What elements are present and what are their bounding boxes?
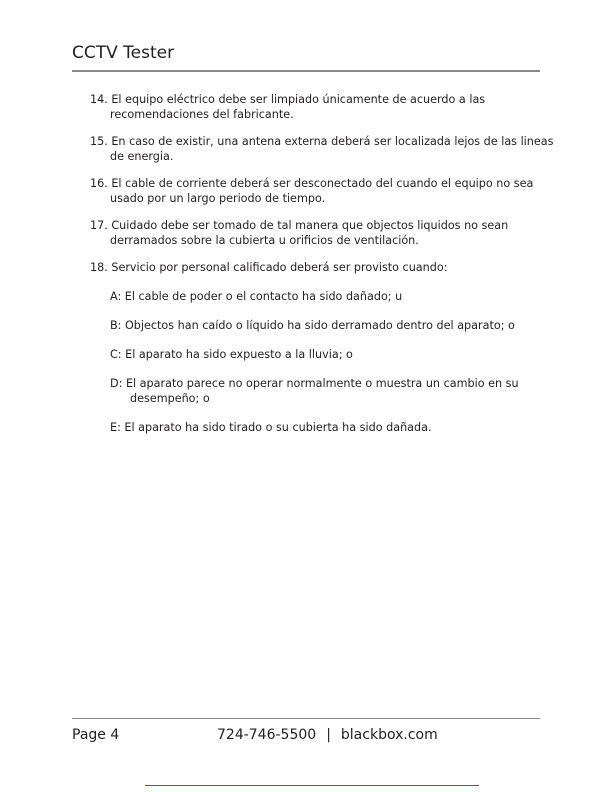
- sub-item-d: [110, 376, 540, 406]
- list-item-text: 15. En caso de existir, una antena externa deberá ser localizada lejos de las lineas: [90, 135, 554, 148]
- website-link[interactable]: blackbox.com: [340, 727, 438, 743]
- footer-contact: [217, 725, 438, 745]
- phone-number: 724-746-5500: [217, 727, 317, 743]
- footer-separator: |: [326, 727, 331, 743]
- sub-item-a: [110, 289, 540, 304]
- list-item-18: [90, 260, 540, 275]
- list-item-text: 16. El cable de corriente deberá ser desconectado del cuando el equipo no sea: [90, 177, 534, 190]
- list-item-text: 18. Servicio por personal calificado deberá ser provisto cuando:: [90, 261, 448, 274]
- sub-item-b: [110, 318, 540, 333]
- list-item-text-continued: de energia.: [110, 150, 174, 163]
- footer-divider: [72, 718, 540, 719]
- list-item-text: 14. El equipo eléctrico debe ser limpiado únicamente de acuerdo a las: [90, 93, 486, 106]
- sub-item-text: B: Objectos han caído o líquido ha sido derramado dentro del aparato; o: [110, 319, 515, 332]
- sub-item-e: [110, 420, 540, 435]
- list-item-15: [90, 134, 554, 164]
- document-body: [90, 92, 554, 449]
- sub-item-text: D: El aparato parece no operar normalmente o muestra un cambio en su: [110, 377, 519, 390]
- page-title: CCTV Tester: [72, 43, 175, 63]
- list-item-text-continued: derramados sobre la cubierta u orificios de ventilación.: [110, 234, 419, 247]
- list-item-text-continued: usado por un largo periodo de tiempo.: [110, 192, 326, 205]
- list-item-text-continued: recomendaciones del fabricante.: [110, 108, 294, 121]
- list-item-text: 17. Cuidado debe ser tomado de tal manera que objectos liquidos no sean: [90, 219, 509, 232]
- sub-item-text: E: El aparato ha sido tirado o su cubierta ha sido dañada.: [110, 421, 432, 434]
- hyperlink-underline[interactable]: [145, 785, 479, 786]
- sub-item-text: C: El aparato ha sido expuesto a la lluvia; o: [110, 348, 353, 361]
- sub-item-c: [110, 347, 540, 362]
- page-number: Page 4: [72, 727, 120, 743]
- list-item-17: [90, 218, 540, 248]
- header-divider: [72, 70, 540, 72]
- sub-item-text-continued: desempeño; o: [130, 392, 210, 405]
- list-item-16: [90, 176, 540, 206]
- list-item-14: [90, 92, 540, 122]
- sub-item-text: A: El cable de poder o el contacto ha sido dañado; u: [110, 290, 403, 303]
